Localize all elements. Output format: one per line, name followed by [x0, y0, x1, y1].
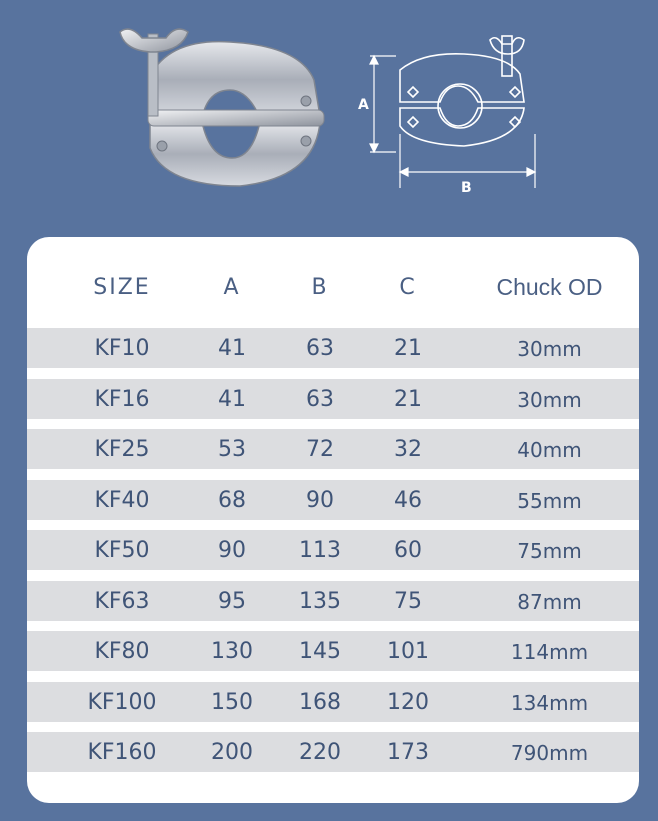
dimension-drawing: [352, 30, 552, 200]
table-row: [27, 732, 639, 772]
table-row: [27, 530, 639, 570]
cell-c: 60: [394, 538, 422, 563]
cell-a: 41: [218, 336, 246, 361]
cell-b: 63: [306, 386, 334, 412]
cell-b: 145: [299, 639, 341, 664]
dim-a-label: A: [358, 97, 369, 113]
cell-c: 21: [394, 386, 422, 412]
table-row: [27, 581, 639, 621]
cell-size: KF16: [94, 386, 150, 412]
header-size: SIZE: [93, 275, 151, 300]
cell-b: 135: [299, 588, 341, 614]
cell-b: 63: [306, 336, 334, 361]
cell-size: KF100: [87, 689, 157, 715]
cell-chuck-od: 55mm: [517, 488, 582, 513]
cell-a: 53: [218, 437, 246, 462]
header-chuck-od: Chuck OD: [496, 274, 603, 300]
cell-a: 130: [211, 639, 253, 664]
cell-b: 168: [299, 689, 341, 715]
cell-c: 75: [394, 588, 422, 614]
cell-size: KF160: [87, 740, 157, 765]
cell-chuck-od: 790mm: [510, 741, 589, 765]
cell-chuck-od: 75mm: [517, 539, 582, 563]
cell-b: 113: [299, 538, 341, 563]
cell-b: 220: [299, 740, 341, 765]
cell-c: 173: [387, 740, 429, 765]
cell-size: KF63: [94, 588, 150, 614]
cell-c: 32: [394, 437, 422, 462]
clamp-photo: [110, 18, 340, 208]
table-row: [27, 631, 639, 671]
table-row: [27, 328, 639, 368]
cell-size: KF10: [94, 336, 150, 361]
cell-a: 95: [218, 588, 246, 614]
header-c: C: [399, 275, 417, 300]
cell-c: 21: [394, 336, 422, 361]
table-header: [27, 261, 639, 313]
cell-chuck-od: 114mm: [510, 640, 589, 664]
cell-c: 46: [394, 487, 422, 513]
cell-chuck-od: 30mm: [517, 337, 582, 361]
cell-chuck-od: 87mm: [517, 589, 582, 614]
cell-a: 41: [218, 386, 246, 412]
cell-size: KF25: [94, 437, 150, 462]
header-a: A: [223, 275, 241, 300]
size-table: [27, 237, 639, 803]
cell-chuck-od: 134mm: [510, 690, 589, 715]
header-b: B: [311, 275, 329, 300]
table-row: [27, 682, 639, 722]
cell-a: 90: [218, 538, 246, 563]
table-row: [27, 480, 639, 520]
dim-b-label: B: [461, 180, 472, 196]
cell-c: 101: [387, 639, 429, 664]
table-row: [27, 429, 639, 469]
cell-size: KF50: [94, 538, 150, 563]
cell-chuck-od: 40mm: [517, 438, 582, 462]
cell-chuck-od: 30mm: [517, 387, 582, 412]
cell-c: 120: [387, 689, 429, 715]
cell-b: 90: [306, 487, 334, 513]
cell-a: 200: [211, 740, 253, 765]
cell-size: KF80: [94, 639, 150, 664]
cell-b: 72: [306, 437, 334, 462]
cell-size: KF40: [94, 487, 150, 513]
cell-a: 68: [218, 487, 246, 513]
cell-a: 150: [211, 689, 253, 715]
table-row: [27, 379, 639, 419]
